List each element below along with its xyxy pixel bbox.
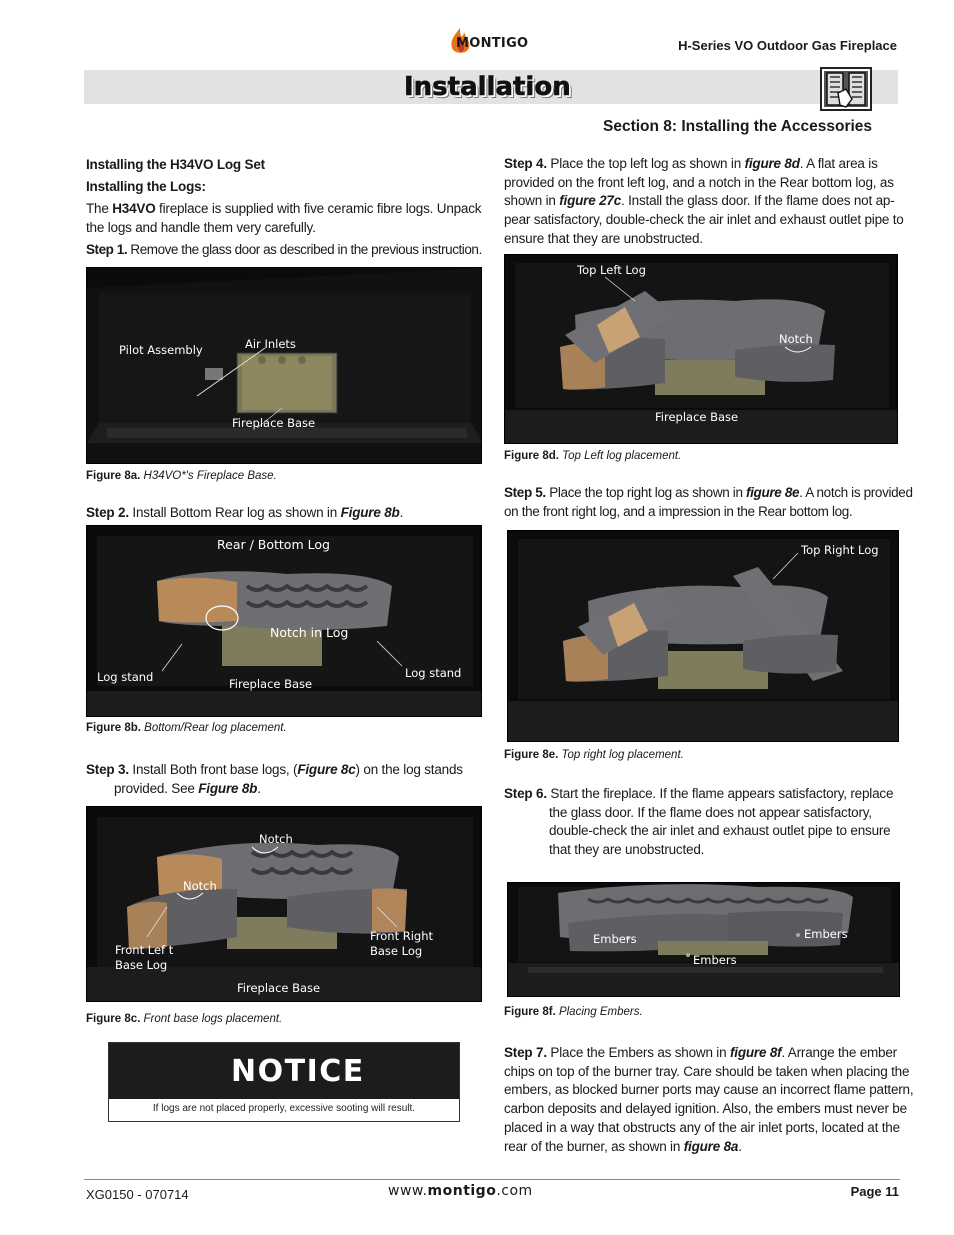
step-text: ) on the log stands: [355, 762, 463, 777]
figure-8c-caption: [86, 1013, 282, 1025]
step-text: Start the fireplace. If the flame appears satisfactory, replace: [546, 786, 894, 801]
label-front-left-l2: Base Log: [115, 958, 168, 972]
step-text: carbon deposits and delayed ignition. Also, the embers must never be: [504, 1101, 907, 1117]
label-top-left-log: Top Left Log: [577, 263, 646, 277]
step-6: [504, 785, 900, 860]
step-text: Place the top right log as shown in: [545, 485, 747, 500]
step-label: Step 7.: [504, 1045, 547, 1060]
page-number: Page 11: [850, 1184, 899, 1199]
figure-8e-photo: [507, 530, 899, 742]
step-label: Step 5.: [504, 485, 546, 500]
step-label: Step 4.: [504, 156, 547, 171]
label-fireplace-base: Fireplace Base: [229, 677, 313, 691]
footer-rule: [84, 1179, 900, 1180]
step-text: .: [738, 1138, 742, 1154]
caption-text: Top right log placement.: [558, 749, 684, 761]
step-text: . Arrange the ember: [781, 1045, 897, 1060]
intro-text: The: [86, 201, 113, 216]
label-fireplace-base: Fireplace Base: [232, 416, 316, 430]
figure-ref: figure 27c: [559, 193, 622, 209]
label-notch-in-log: Notch in Log: [270, 625, 349, 640]
figure-8b-caption: [86, 722, 287, 734]
label-embers-left: Embers: [593, 932, 637, 946]
subheading-log-set: Installing the H34VO Log Set: [86, 157, 265, 172]
url-suffix: .com: [496, 1183, 533, 1199]
figure-8f-caption: [504, 1006, 643, 1018]
step-text: .: [257, 780, 261, 796]
figure-ref: Figure 8b: [340, 505, 400, 520]
label-notch-top: Notch: [259, 832, 293, 846]
figure-ref: Figure 8b: [198, 780, 258, 796]
step-text: that they are unobstructed.: [549, 842, 705, 858]
step-5: [504, 484, 913, 521]
website-link[interactable]: [388, 1183, 533, 1199]
step-text: the glass door. If the flame does not appear satisfactory,: [549, 804, 872, 820]
step-text: ensure that they are unobstructed.: [504, 230, 703, 246]
intro-paragraph: [86, 200, 482, 237]
caption-text: Front base logs placement.: [140, 1013, 283, 1025]
intro-text: the logs and handle them very carefully.: [86, 219, 316, 235]
step-text: Install Both front base logs, (: [128, 762, 298, 777]
step-text: . A flat area is: [799, 156, 878, 171]
caption-label: Figure 8c.: [86, 1013, 141, 1025]
url-prefix: www.: [388, 1183, 428, 1199]
figure-ref: Figure 8c: [297, 762, 356, 777]
step-text: shown in: [504, 193, 560, 209]
step-text: double-check the air inlet and exhaust outlet pipe to ensure: [549, 823, 891, 839]
figure-ref: figure 8f: [729, 1045, 782, 1060]
figure-ref: figure 8d: [744, 156, 800, 171]
caption-label: Figure 8b.: [86, 722, 141, 734]
section-heading: Section 8: Installing the Accessories: [603, 118, 873, 135]
label-embers-bottom: Embers: [693, 953, 737, 967]
model-name: H34VO: [112, 201, 156, 216]
step-label: Step 2.: [86, 505, 129, 520]
step-text: Install Bottom Rear log as shown in: [128, 505, 341, 520]
subheading-logs: Installing the Logs:: [86, 179, 206, 194]
intro-text: fireplace is supplied with five ceramic fibre logs. Unpack: [155, 201, 482, 216]
label-log-stand-right: Log stand: [405, 666, 462, 680]
notice-box: [108, 1042, 460, 1122]
notice-header: [109, 1043, 459, 1099]
label-front-right-l1: Front Right: [370, 929, 434, 943]
installation-icon: [820, 67, 872, 111]
caption-label: Figure 8f.: [504, 1006, 556, 1018]
product-title: H-Series VO Outdoor Gas Fireplace: [678, 38, 897, 53]
figure-ref: figure 8a: [683, 1138, 739, 1154]
url-brand: montigo: [427, 1183, 497, 1199]
step-text: . A notch is provided: [799, 485, 913, 500]
caption-text: 's Fireplace Base.: [185, 470, 277, 482]
label-notch-left: Notch: [183, 879, 217, 893]
figure-8d-caption: [504, 450, 681, 462]
brand-logo: [446, 26, 538, 56]
caption-text: Top Left log placement.: [558, 450, 682, 462]
step-text: Place the Embers as shown in: [546, 1045, 730, 1060]
label-front-right-l2: Base Log: [370, 944, 423, 958]
step-text: chips on top of the burner tray. Care should be taken when placing the: [504, 1063, 910, 1079]
caption-label: Figure 8a.: [86, 470, 141, 482]
figure-8f-photo: [507, 882, 900, 997]
step-text: pear satisfactory, double-check the air inlet and exhaust outlet pipe to: [504, 212, 904, 228]
figure-ref: figure 8e: [746, 485, 800, 500]
step-1: [86, 241, 482, 260]
brand-name: MONTIGO: [456, 36, 529, 51]
step-4: [504, 155, 904, 249]
step-label: Step 3.: [86, 762, 129, 777]
label-fireplace-base: Fireplace Base: [655, 410, 739, 424]
label-fireplace-base: Fireplace Base: [237, 981, 321, 995]
notice-text: If logs are not placed properly, excessive sooting will result.: [152, 1103, 416, 1114]
step-text: Remove the glass door as described in the previous instruction.: [127, 242, 482, 257]
caption-text: Bottom/Rear log placement.: [140, 722, 287, 734]
banner-title: Installation: [404, 72, 571, 102]
label-rear-bottom-log: Rear / Bottom Log: [217, 537, 330, 552]
figure-8a-photo: [86, 267, 482, 464]
step-text: placed in a way that obstructs any of the air inlet ports, located at the: [504, 1119, 900, 1135]
figure-8a-caption: [86, 470, 277, 482]
label-pilot-assembly: Pilot Assembly: [119, 343, 203, 357]
figure-8c-photo: [86, 806, 482, 1002]
step-3: [86, 761, 482, 798]
step-text: . Install the glass door. If the flame does not ap-: [621, 193, 895, 209]
step-7: [504, 1044, 914, 1156]
step-text: on the front right log, and a impression in the Rear bottom log.: [504, 503, 853, 519]
step-2: [86, 504, 403, 523]
label-front-left-l1: Front Lef t: [115, 943, 174, 957]
caption-label: Figure 8e.: [504, 749, 559, 761]
label-top-right-log: Top Right Log: [801, 543, 879, 557]
step-text: .: [399, 505, 404, 520]
notice-title: NOTICE: [231, 1054, 365, 1089]
step-text: rear of the burner, as shown in: [504, 1138, 684, 1154]
step-text: embers, as blocked burner ports may cause an incorrect flame pattern,: [504, 1082, 914, 1098]
label-air-inlets: Air Inlets: [245, 337, 296, 351]
caption-model: H34VO*: [143, 470, 186, 482]
caption-label: Figure 8d.: [504, 450, 559, 462]
label-embers-right: Embers: [804, 927, 848, 941]
step-text: provided. See: [114, 780, 199, 796]
figure-8d-photo: [504, 254, 898, 444]
caption-text: Placing Embers.: [555, 1006, 643, 1018]
step-text: Place the top left log as shown in: [546, 156, 745, 171]
step-label: Step 1.: [86, 242, 128, 257]
step-label: Step 6.: [504, 786, 547, 801]
label-log-stand-left: Log stand: [97, 670, 154, 684]
label-notch: Notch: [779, 332, 813, 346]
figure-8e-caption: [504, 749, 684, 761]
figure-8b-photo: [86, 525, 482, 717]
step-text: provided on the front left log, and a notch in the Rear bottom log, as: [504, 174, 894, 190]
document-number: XG0150 - 070714: [86, 1187, 189, 1202]
